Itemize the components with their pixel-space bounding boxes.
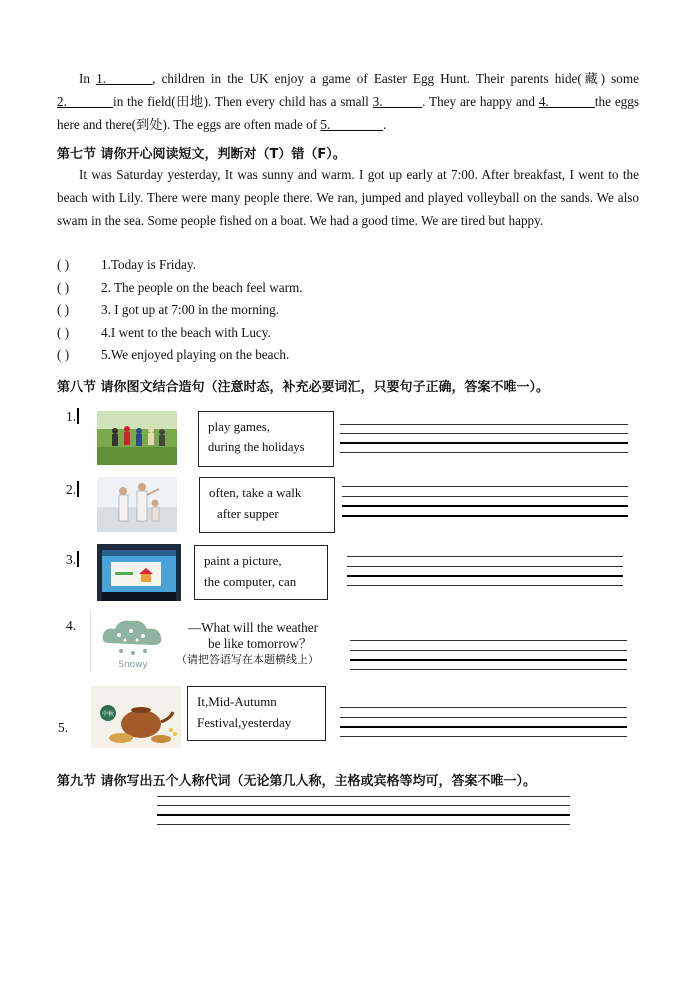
hint-box-5: It,Mid-Autumn Festival,yesterday [187, 686, 326, 741]
section-7-heading: 第七节 请你开心阅读短文，判断对（T）错（F）。 [57, 147, 346, 162]
question-3-number: 3. [66, 551, 79, 568]
question-4-number: 4. [66, 618, 77, 633]
cloze-passage: In 1._______, children in the UK enjoy a game of Easter Egg Hunt. Their parents hide(藏) some 2._______in the field(田地). Then every child has a small 3.______. They are happy and 4._______the eggs here and there(到处). The eggs are often made of 5.________. [57, 71, 639, 132]
tf-item[interactable]: ( ) 5.We enjoyed playing on the beach. [57, 347, 290, 362]
blank-2[interactable]: 2._______ [57, 94, 114, 109]
blank-3[interactable]: 3.______ [372, 94, 423, 109]
answer-lines-1[interactable] [340, 424, 628, 460]
answer-lines-3[interactable] [347, 556, 623, 592]
answer-lines-4[interactable] [350, 640, 627, 676]
answer-lines-2[interactable] [342, 486, 628, 522]
answer-paren[interactable]: ( ) [57, 325, 70, 340]
answer-paren[interactable]: ( ) [57, 280, 70, 295]
weather-question: —What will the weather be like tomorrow？ （请把答语写在本题横线上） [176, 620, 319, 666]
blank-5[interactable]: 5.________ [320, 117, 384, 132]
tf-item[interactable]: ( ) 2. The people on the beach feel warm. [57, 280, 303, 295]
question-2-number: 2. [66, 481, 79, 498]
answer-lines-6[interactable] [157, 796, 570, 828]
answer-paren[interactable]: ( ) [57, 302, 70, 317]
tf-item[interactable]: ( ) 3. I got up at 7:00 in the morning. [57, 302, 280, 317]
kids-playing-picture [97, 411, 177, 465]
question-1-number: 1. [66, 408, 79, 425]
mid-autumn-picture [91, 686, 181, 748]
family-walking-picture [97, 477, 177, 532]
tf-item[interactable]: ( ) 4.I went to the beach with Lucy. [57, 325, 271, 340]
answer-lines-5[interactable] [340, 707, 627, 743]
reading-passage: It was Saturday yesterday, It was sunny and warm. I got up early at 7:00. After breakfast, I went to the beach with Lily. There were many people there. We ran, jumped and played volleyball on the sands. We also swam in the sea. Some people fished on a boat. We had a good time. We are tired but happy. [57, 167, 639, 228]
tf-item[interactable]: ( ) 1.Today is Friday. [57, 257, 196, 272]
snowy-label: Snowy [118, 660, 148, 670]
hint-box-2: often, take a walk after supper [199, 477, 335, 533]
answer-paren[interactable]: ( ) [57, 347, 70, 362]
mid-autumn-label: 中秋 [101, 711, 115, 718]
computer-painting-picture [97, 544, 181, 601]
blank-4[interactable]: 4._______ [538, 94, 595, 109]
blank-1[interactable]: 1._______ [96, 71, 153, 86]
section-8-heading: 第八节 请你图文结合造句（注意时态，补充必要词汇，只要句子正确，答案不唯一）。 [57, 380, 550, 395]
snowy-weather-icon [90, 611, 175, 672]
answer-paren[interactable]: ( ) [57, 257, 70, 272]
question-5-number: 5. [58, 720, 69, 735]
hint-box-3: paint a picture, the computer, can [194, 545, 328, 600]
section-9-heading: 第九节 请你写出五个人称代词（无论第几人称，主格或宾格等均可，答案不唯一）。 [57, 774, 537, 789]
hint-box-1: play games, during the holidays [198, 411, 334, 467]
